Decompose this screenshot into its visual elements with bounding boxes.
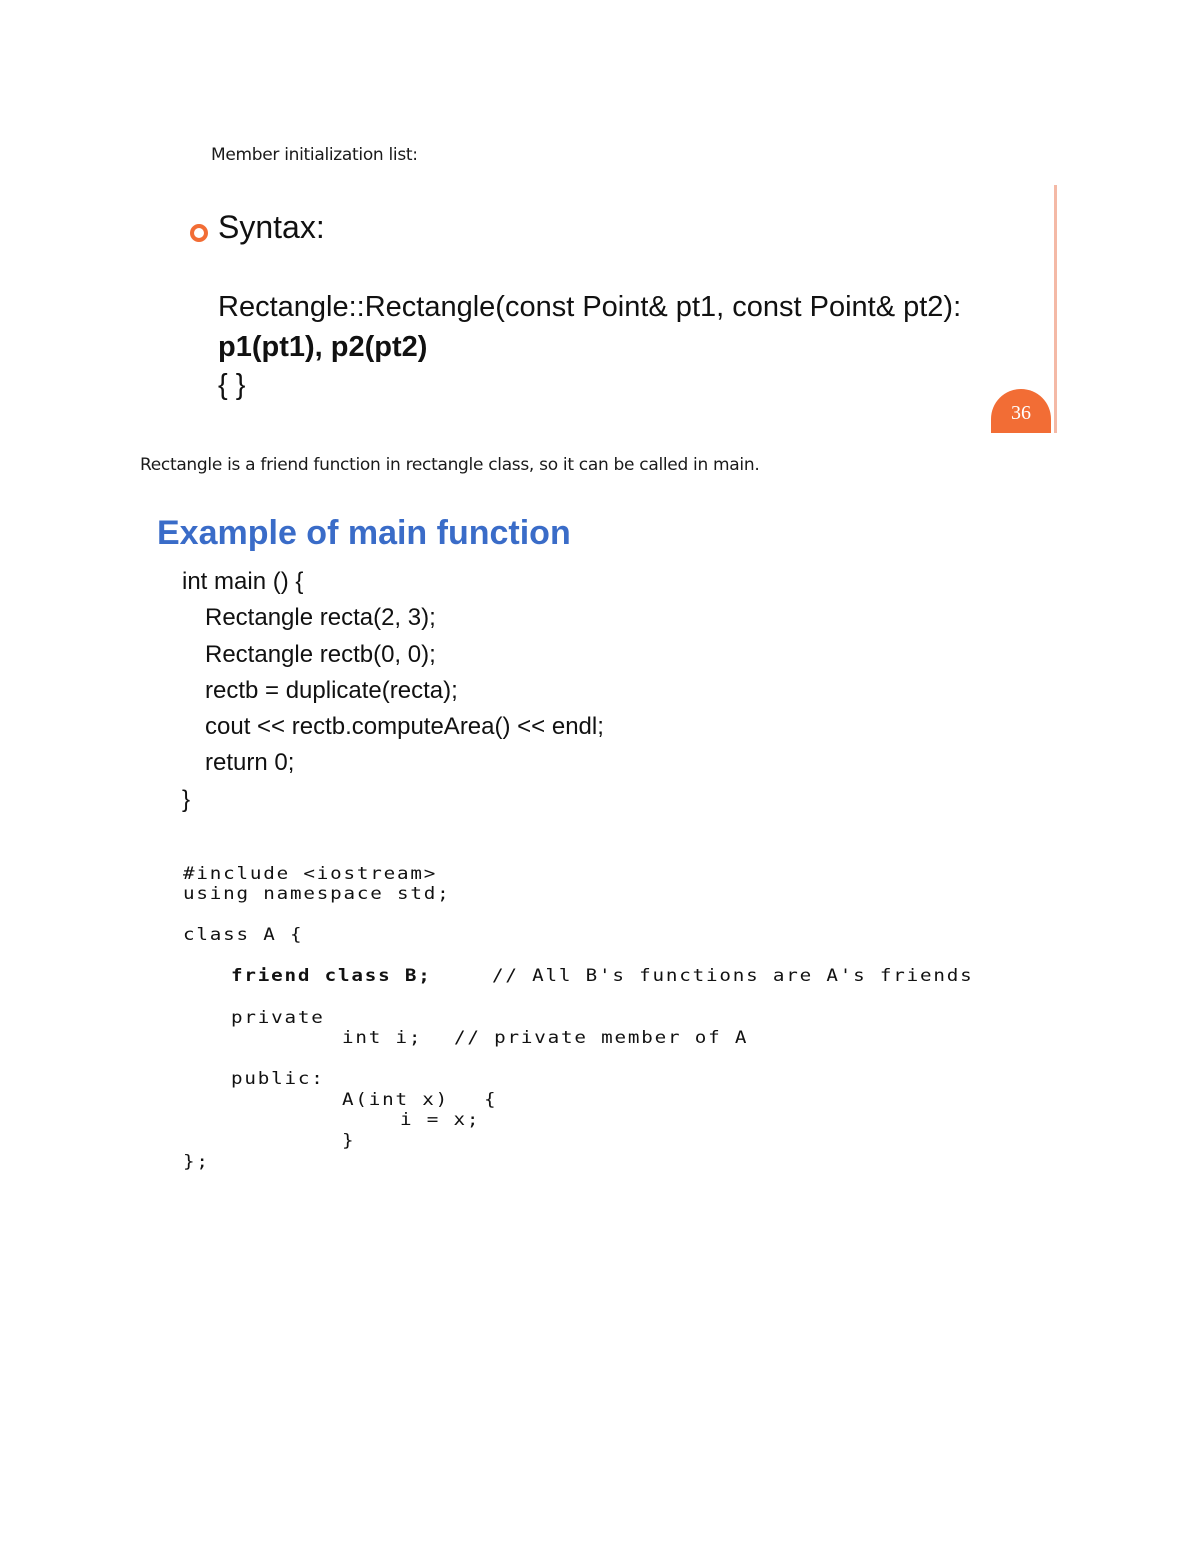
intro-text: Member initialization list: [211, 145, 418, 165]
bullet-circle-icon [190, 224, 208, 242]
constructor-body: { } [218, 369, 246, 401]
friend-declaration [231, 966, 432, 986]
slide-page-number: 36 [991, 389, 1051, 433]
slide-heading: Syntax: [218, 209, 325, 245]
code-line: cout << rectb.computeArea() << endl; [205, 713, 604, 741]
using-line: using namespace std; [183, 884, 451, 904]
member-comment: // private member of A [454, 1028, 749, 1048]
class-close-line: }; [183, 1152, 210, 1172]
constructor-close-brace: } [342, 1131, 356, 1151]
include-line: #include <iostream> [183, 864, 438, 884]
private-label: private [231, 1008, 325, 1028]
public-label: public: [231, 1069, 325, 1089]
constructor-signature-line: A(int x) [342, 1090, 449, 1110]
slide-divider [1054, 185, 1057, 433]
friend-keyword: friend class B; [231, 966, 432, 986]
initializer-list: p1(pt1), p2(pt2) [218, 331, 428, 363]
class-open-line: class A { [183, 925, 304, 945]
note-text: Rectangle is a friend function in rectangle class, so it can be called in main. [140, 455, 760, 475]
constructor-body-line: i = x; [400, 1110, 481, 1130]
code-line: rectb = duplicate(recta); [205, 676, 458, 704]
code-line: Rectangle rectb(0, 0); [205, 640, 436, 668]
friend-comment: // All B's functions are A's friends [492, 966, 974, 986]
code-line: } [182, 785, 191, 813]
example-title: Example of main function [157, 514, 571, 552]
constructor-signature: Rectangle::Rectangle(const Point& pt1, const Point& pt2): [218, 291, 962, 323]
constructor-open-brace: { [484, 1090, 498, 1110]
code-line: return 0; [205, 749, 295, 777]
code-line: int main () { [182, 568, 304, 595]
member-declaration: int i; [342, 1028, 423, 1048]
main-function-code [182, 564, 604, 818]
code-line: Rectangle recta(2, 3); [205, 604, 436, 632]
syntax-slide [180, 185, 1060, 433]
